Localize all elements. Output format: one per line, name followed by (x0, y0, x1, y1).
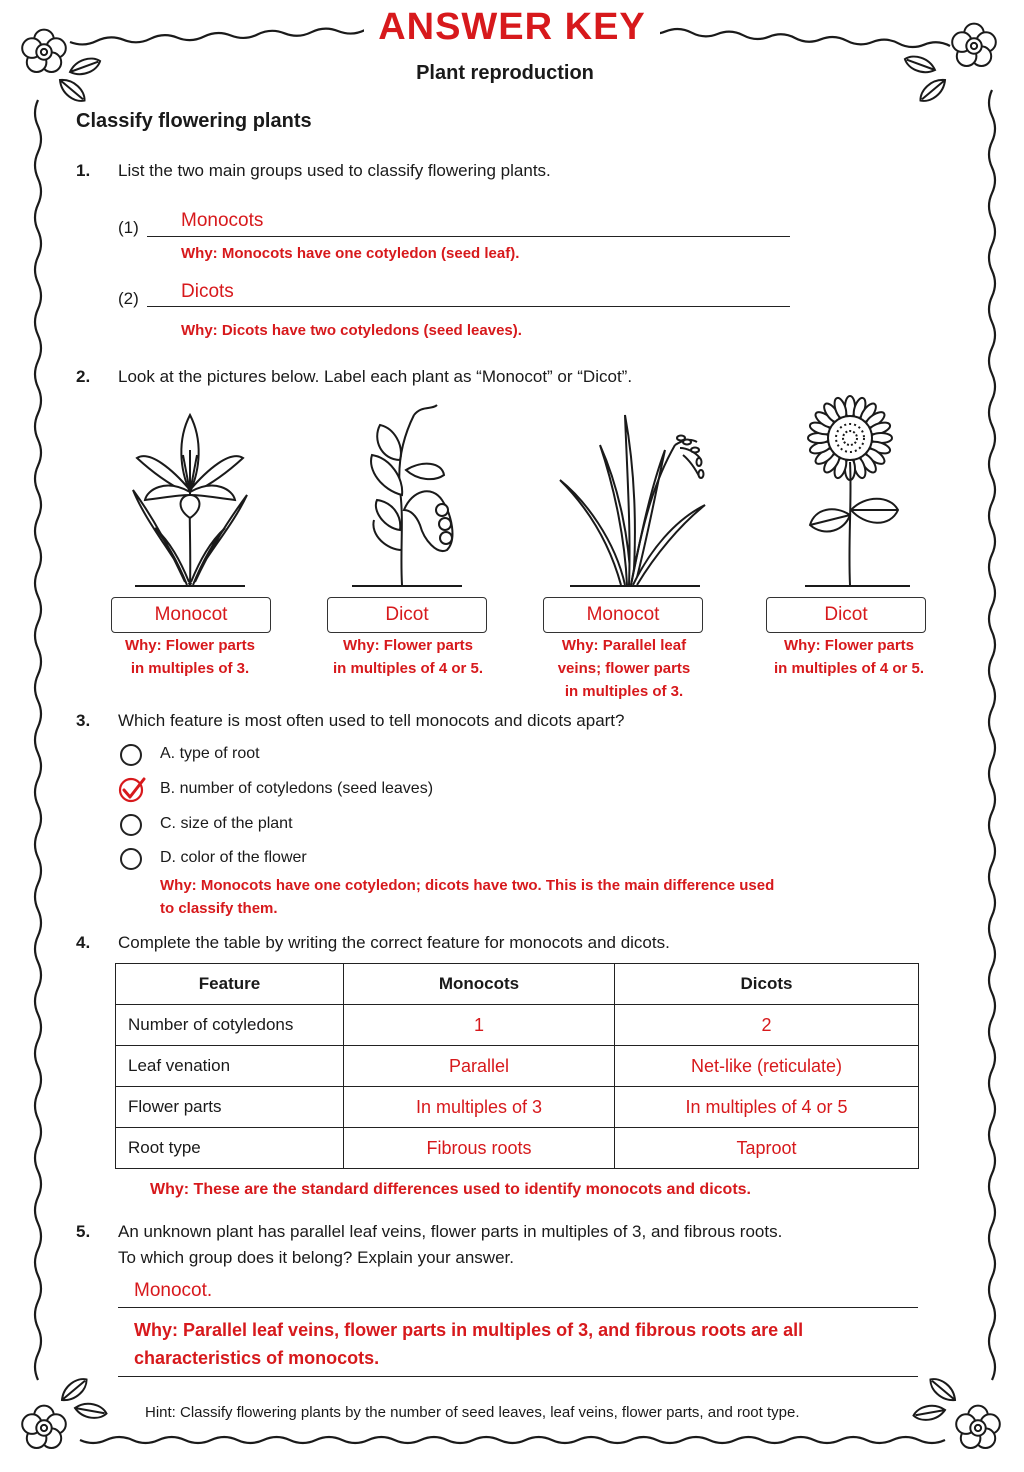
plant-4-why-line-1: Why: Flower parts (783, 637, 914, 654)
footer-hint: Hint: Classify flowering plants by the number of seed leaves, leaf veins, flower parts, and root type. (145, 1404, 800, 1421)
table-row (116, 1087, 919, 1128)
plant-2-why-line-1: Why: Flower parts (342, 637, 473, 654)
corner-flower-icon (956, 1406, 1000, 1448)
pea-plant-icon (342, 400, 472, 590)
table-cell-monocot-answer: Fibrous roots (344, 1128, 615, 1169)
plant-4-label: Dicot (766, 597, 926, 633)
q1-answer-2: Dicots (181, 281, 234, 302)
q5-why-line-1: Why: Parallel leaf veins, flower parts in multiples of 3, and fibrous roots are all (134, 1320, 804, 1340)
q5-answer: Monocot. (134, 1280, 213, 1301)
q3-why-line-2: to classify them. (160, 900, 278, 917)
border-wave (35, 100, 41, 1380)
q1-answer-line-1 (147, 236, 790, 237)
question-5-text-line-2: To which group does it belong? Explain your answer. (118, 1248, 514, 1267)
table-cell-dicot-answer: In multiples of 4 or 5 (615, 1087, 919, 1128)
table-row (116, 1128, 919, 1169)
plant-1-why-line-2: in multiples of 3. (130, 660, 250, 677)
table-row (116, 1046, 919, 1087)
plant-4-why (752, 634, 946, 680)
q1-answer-line-2 (147, 306, 790, 307)
question-4-number: 4. (76, 933, 91, 952)
border-wave (989, 90, 995, 1380)
feature-table (115, 963, 919, 1169)
plant-3-why-line-2: veins; flower parts (557, 660, 691, 677)
plant-4-why-line-2: in multiples of 4 or 5. (773, 660, 925, 677)
plant-2-why (311, 634, 505, 680)
sunflower-icon (790, 390, 920, 590)
table-header-row (116, 964, 919, 1005)
table-cell-monocot-answer: Parallel (344, 1046, 615, 1087)
q4-why: Why: These are the standard differences used to identify monocots and dicots. (150, 1181, 751, 1198)
table-cell-feature: Flower parts (116, 1087, 344, 1128)
leaf-icon (926, 1374, 959, 1405)
plant-2-why-line-2: in multiples of 4 or 5. (332, 660, 484, 677)
option-d-label: D. color of the flower (160, 849, 307, 866)
option-a-radio[interactable] (120, 744, 142, 766)
answer-key-title: ANSWER KEY (0, 6, 1024, 49)
question-1-number: 1. (76, 161, 91, 180)
option-b-checked-radio[interactable] (118, 776, 148, 804)
table-cell-monocot-answer: In multiples of 3 (344, 1087, 615, 1128)
question-5-number: 5. (76, 1222, 91, 1241)
table-header-dicots: Dicots (615, 964, 919, 1005)
question-4-text: Complete the table by writing the correct feature for monocots and dicots. (118, 933, 670, 952)
question-2-number: 2. (76, 367, 91, 386)
plant-3-why (527, 634, 721, 703)
table-cell-feature: Number of cotyledons (116, 1005, 344, 1046)
q1-answer-1: Monocots (181, 210, 264, 231)
grass-rice-icon (555, 400, 715, 590)
plant-1-label: Monocot (111, 597, 271, 633)
leaf-icon (912, 1403, 946, 1422)
q5-answer-line-2 (118, 1376, 918, 1377)
table-cell-monocot-answer: 1 (344, 1005, 615, 1046)
option-a-label: A. type of root (160, 745, 260, 762)
plant-3-why-line-1: Why: Parallel leaf (561, 637, 687, 654)
q5-why-line-2: characteristics of monocots. (134, 1348, 380, 1368)
table-row (116, 1005, 919, 1046)
table-cell-feature: Leaf venation (116, 1046, 344, 1087)
q1-why-2: Why: Dicots have two cotyledons (seed leaves). (181, 322, 522, 339)
leaf-icon (58, 1374, 91, 1405)
table-header-monocots: Monocots (344, 964, 615, 1005)
q3-why-line-1: Why: Monocots have one cotyledon; dicots have two. This is the main difference used (160, 877, 775, 894)
lily-icon (125, 400, 255, 590)
plant-1-why (95, 634, 285, 680)
table-cell-dicot-answer: Net-like (reticulate) (615, 1046, 919, 1087)
border-wave (80, 1437, 945, 1443)
question-2-text: Look at the pictures below. Label each plant as “Monocot” or “Dicot”. (118, 367, 633, 386)
corner-flower-icon (22, 1406, 66, 1448)
worksheet-subtitle: Plant reproduction (416, 62, 594, 84)
table-header-feature: Feature (116, 964, 344, 1005)
q5-answer-line-1 (118, 1307, 918, 1308)
q1-item-1-tag: (1) (118, 218, 139, 237)
question-5-text-line-1: An unknown plant has parallel leaf veins, flower parts in multiples of 3, and fibrous roots. (118, 1222, 783, 1241)
leaf-icon (74, 1401, 108, 1420)
q1-item-2-tag: (2) (118, 289, 139, 308)
table-cell-dicot-answer: Taproot (615, 1128, 919, 1169)
plant-2-label: Dicot (327, 597, 487, 633)
question-3-text: Which feature is most often used to tell monocots and dicots apart? (118, 711, 625, 730)
table-cell-dicot-answer: 2 (615, 1005, 919, 1046)
option-b-label: B. number of cotyledons (seed leaves) (160, 780, 434, 797)
table-cell-feature: Root type (116, 1128, 344, 1169)
q1-why-1: Why: Monocots have one cotyledon (seed leaf). (181, 245, 520, 262)
section-heading: Classify flowering plants (76, 110, 312, 132)
plant-1-why-line-1: Why: Flower parts (124, 637, 255, 654)
question-3-number: 3. (76, 711, 91, 730)
question-1-text: List the two main groups used to classify flowering plants. (118, 161, 551, 180)
plant-3-why-line-3: in multiples of 3. (564, 683, 684, 700)
option-c-label: C. size of the plant (160, 815, 293, 832)
plant-3-label: Monocot (543, 597, 703, 633)
option-c-radio[interactable] (120, 814, 142, 836)
option-d-radio[interactable] (120, 848, 142, 870)
